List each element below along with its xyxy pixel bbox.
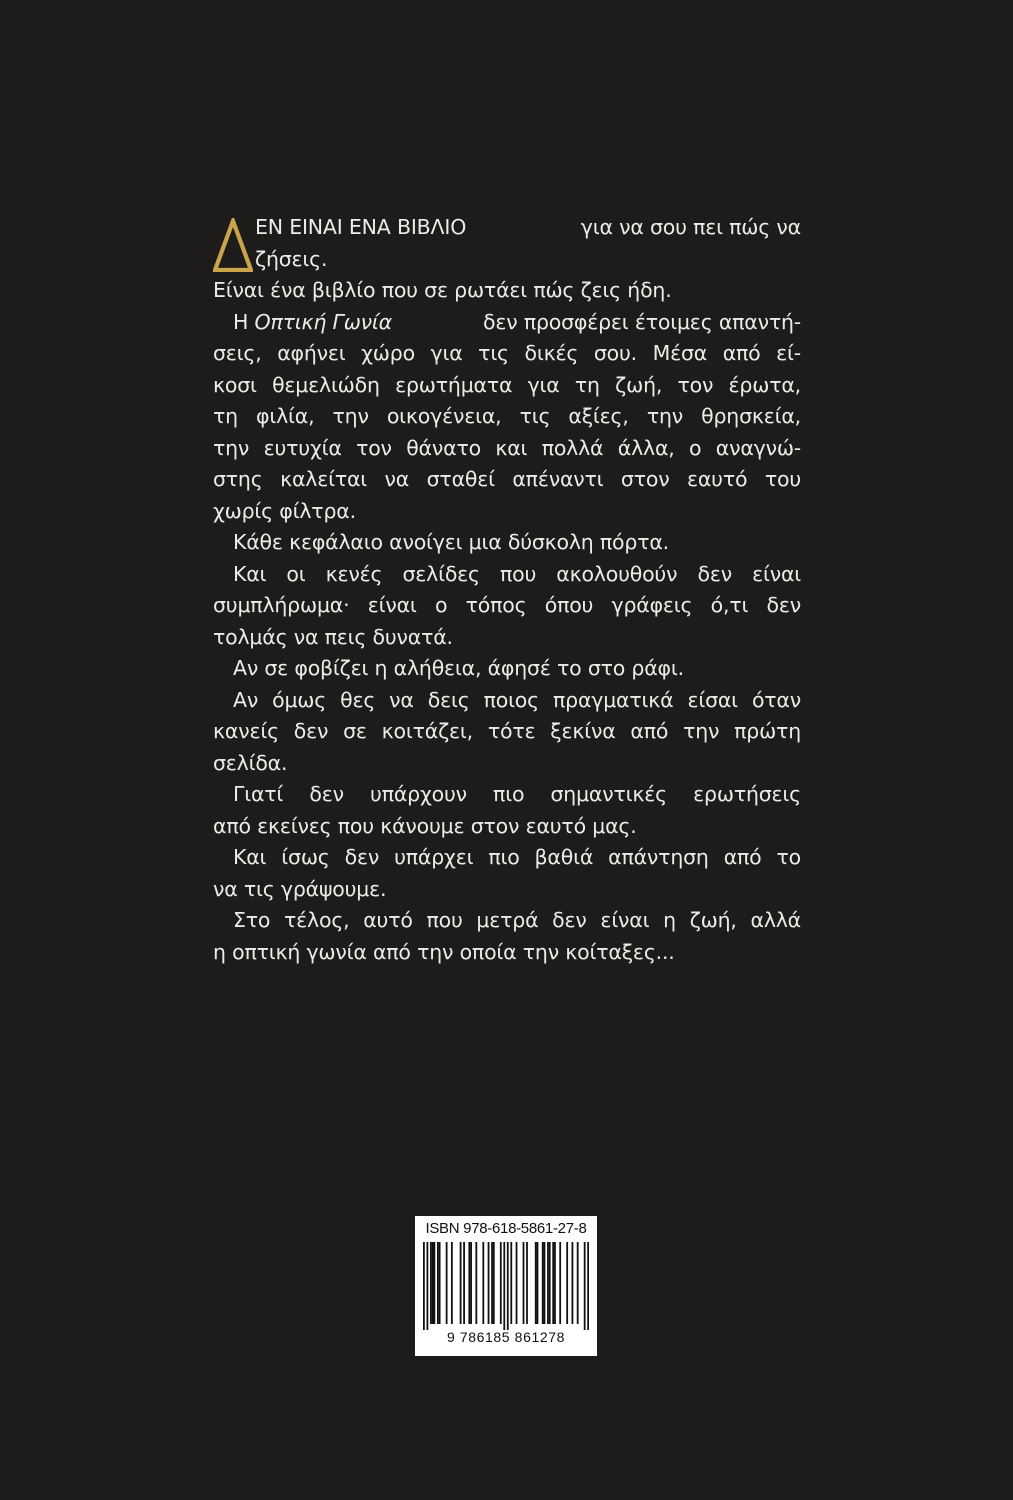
blurb-line-21: Και ίσως δεν υπάρχει πιο βαθιά απάντηση από το: [233, 845, 801, 869]
barcode-bar: [468, 1242, 470, 1324]
barcode-bar: [460, 1242, 462, 1324]
barcode-bar: [549, 1242, 551, 1324]
barcode-bar: [552, 1242, 554, 1324]
barcode-bar: [587, 1242, 589, 1330]
dropcap-delta: [213, 218, 253, 272]
barcode-bar: [544, 1242, 546, 1324]
barcode-bar: [475, 1242, 477, 1324]
barcode-bar: [523, 1242, 525, 1324]
barcode-bar: [437, 1242, 439, 1324]
isbn-barcode-box: [415, 1216, 597, 1356]
opening-rest: για να σου πει πώς να: [580, 215, 801, 239]
barcode-bar: [482, 1242, 484, 1324]
blurb-line-10: χωρίς φίλτρα.: [213, 498, 356, 523]
barcode-bar: [566, 1242, 568, 1324]
barcode-bar: [423, 1242, 425, 1330]
barcode-bar: [439, 1242, 441, 1324]
blurb-line-5: σεις, αφήνει χώρο για τις δικές σου. Μέσα από εί-: [213, 341, 801, 365]
barcode-bar: [572, 1242, 574, 1324]
blurb-line-14: τολμάς να πεις δυνατά.: [213, 624, 453, 649]
barcode-bar: [433, 1242, 435, 1324]
blurb-line-4: Η Οπτική Γωνία δεν προσφέρει έτοιμες απαντή-: [233, 309, 801, 334]
barcode-bar: [554, 1242, 556, 1324]
blurb-line-20: από εκείνες που κάνουμε στον εαυτό μας.: [213, 813, 637, 838]
barcode-bar: [446, 1242, 448, 1324]
blurb-line-24: η οπτική γωνία από την οποία την κοίταξες...: [213, 939, 675, 964]
barcode-bar: [542, 1242, 544, 1324]
blurb-line-2: ζήσεις.: [255, 246, 328, 271]
isbn-label: ISBN 978-618-5861-27-8: [425, 1220, 587, 1237]
blurb-line-3: Είναι ένα βιβλίο που σε ρωτάει πώς ζεις ήδη.: [213, 278, 672, 302]
blurb-line-7: τη φιλία, την οικογένεια, τις αξίες, την θρησκεία,: [213, 404, 801, 428]
blurb-line-15: Αν σε φοβίζει η αλήθεια, άφησέ το στο ράφι.: [233, 656, 684, 680]
blurb-line-8: την ευτυχία τον θάνατο και πολλά άλλα, ο αναγνώ-: [213, 435, 801, 460]
barcode-bar: [537, 1242, 539, 1324]
blurb-line-17: κανείς δεν σε κοιτάζει, τότε ξεκίνα από την πρώτη: [213, 719, 801, 743]
barcode-bar: [426, 1242, 428, 1330]
barcode-bar: [491, 1242, 493, 1324]
barcode-bar: [470, 1242, 472, 1324]
blurb-line-13: συμπλήρωμα· είναι ο τόπος όπου γράφεις ό,τι δεν: [213, 593, 801, 617]
barcode-bar: [493, 1242, 495, 1324]
barcode-bar: [559, 1242, 561, 1324]
blurb-first-line: [213, 212, 801, 244]
barcode-bar: [451, 1242, 453, 1324]
barcode-bar: [432, 1242, 434, 1324]
blurb-line-22: να τις γράψουμε.: [213, 876, 387, 901]
barcode-bar: [488, 1242, 490, 1324]
blurb-line-11: Κάθε κεφάλαιο ανοίγει μια δύσκολη πόρτα.: [233, 530, 669, 554]
barcode-bar: [584, 1242, 586, 1330]
blurb-line-23: Στο τέλος, αυτό που μετρά δεν είναι η ζωή, αλλά: [233, 908, 801, 932]
blurb-line-12: Και οι κενές σελίδες που ακολουθούν δεν είναι: [233, 561, 801, 586]
barcode-bar: [503, 1242, 505, 1330]
barcode-bar: [463, 1242, 465, 1324]
barcode-bar: [510, 1242, 512, 1324]
blurb-text: [213, 212, 801, 968]
book-title-italic: Οπτική Γωνία: [254, 309, 392, 334]
blurb-line-19: Γιατί δεν υπάρχουν πιο σημαντικές ερωτήσεις: [233, 782, 801, 806]
barcode: [423, 1242, 589, 1330]
barcode-bar: [577, 1242, 579, 1324]
barcode-bar: [526, 1242, 528, 1324]
barcode-bar: [547, 1242, 549, 1324]
blurb-line-9: στης καλείται να σταθεί απέναντι στον εαυτό του: [213, 467, 801, 491]
barcode-bar: [430, 1242, 432, 1324]
blurb-line-18: σελίδα.: [213, 750, 288, 775]
barcode-digits: 9 786185 861278: [447, 1329, 565, 1345]
barcode-bar: [516, 1242, 518, 1324]
barcode-bar: [535, 1242, 537, 1324]
blurb-line-16: Αν όμως θες να δεις ποιος πραγματικά είσαι όταν: [233, 687, 801, 712]
barcode-bar: [500, 1242, 502, 1324]
barcode-bar: [507, 1242, 509, 1330]
blurb-line-6: κοσι θεμελιώδη ερωτήματα για τη ζωή, τον έρωτα,: [213, 372, 801, 397]
opening-caps: ΕΝ ΕΙΝΑΙ ΕΝΑ ΒΙΒΛΙΟ: [255, 215, 467, 239]
